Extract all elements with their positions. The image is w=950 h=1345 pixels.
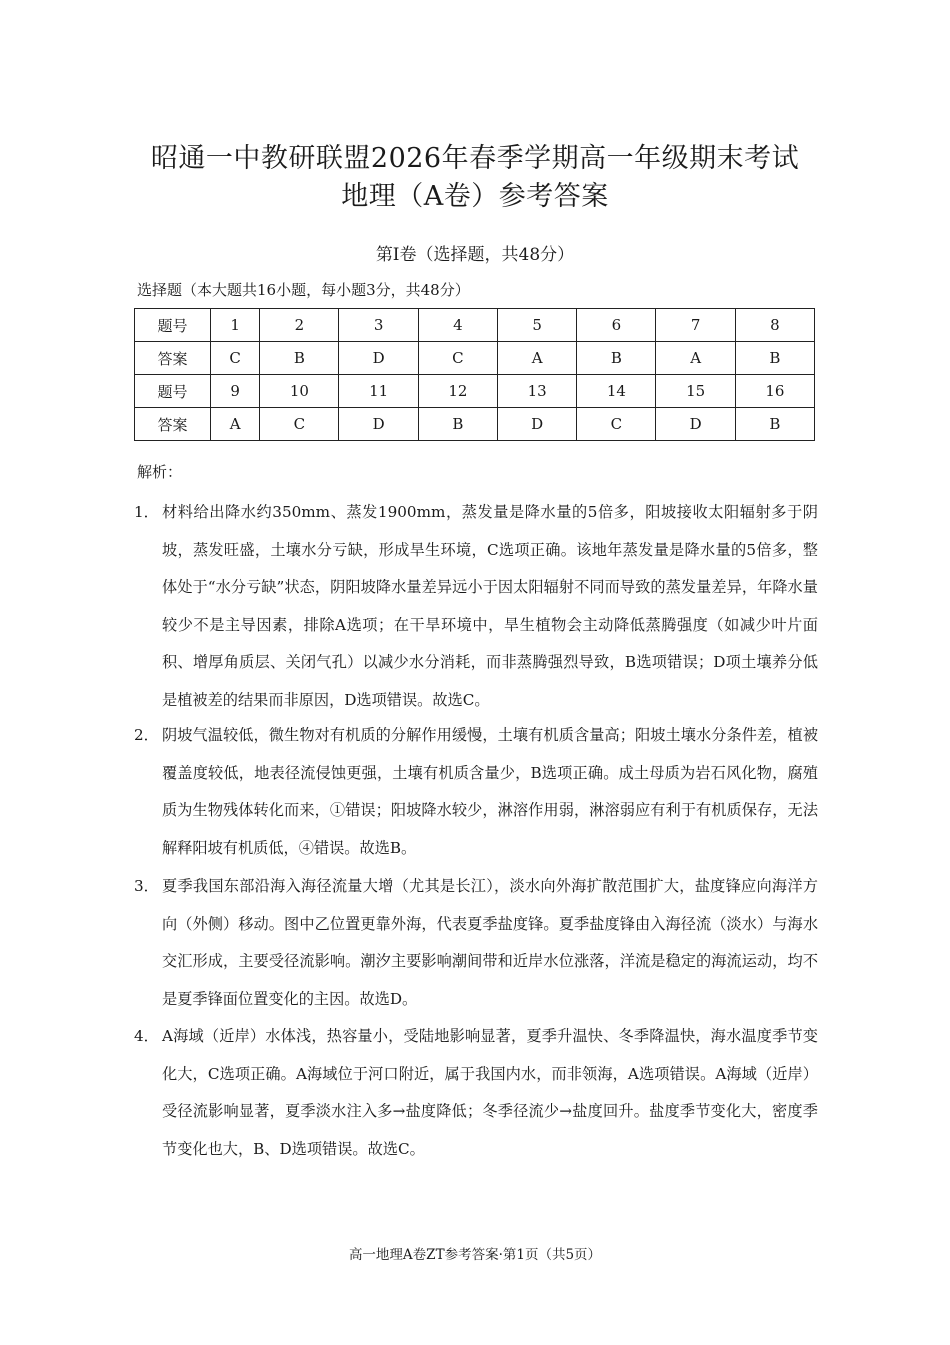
table-cell: C xyxy=(577,408,656,441)
table-cell: 10 xyxy=(260,375,339,408)
analysis-item-3 xyxy=(134,868,818,1018)
item-number: 1． xyxy=(134,503,159,521)
table-cell: C xyxy=(211,342,260,375)
table-cell: 7 xyxy=(656,309,735,342)
table-cell: 6 xyxy=(577,309,656,342)
table-cell: 8 xyxy=(735,309,814,342)
table-cell: B xyxy=(260,342,339,375)
analysis-item-2 xyxy=(134,717,818,867)
table-cell: 14 xyxy=(577,375,656,408)
table-cell: 11 xyxy=(339,375,418,408)
table-cell: B xyxy=(577,342,656,375)
item-text: 阴坡气温较低，微生物对有机质的分解作用缓慢，土壤有机质含量高；阳坡土壤水分条件差，植被覆盖度较低，地表径流侵蚀更强，土壤有机质含量少，B选项正确。成土母质为岩石风化物，腐殖质为生物残体转化而来，①错误；阳坡降水较少，淋溶作用弱，淋溶弱应有利于有机质保存，无法解释阳坡有机质低，④错误。故选B。 xyxy=(162,726,818,857)
table-cell: D xyxy=(339,408,418,441)
page-footer: 高一地理A卷ZT参考答案·第1页（共5页） xyxy=(348,1247,602,1263)
item-text: 夏季我国东部沿海入海径流量大增（尤其是长江），淡水向外海扩散范围扩大，盐度锋应向海洋方向（外侧）移动。图中乙位置更靠外海，代表夏季盐度锋。夏季盐度锋由入海径流（淡水）与海水交汇形成，主要受径流影响。潮汐主要影响潮间带和近岸水位涨落，洋流是稳定的海流运动，均不是夏季锋面位置变化的主因。故选D。 xyxy=(162,877,818,1008)
table-cell: 3 xyxy=(339,309,418,342)
table-row xyxy=(135,408,815,441)
document-title-line-1: 昭通一中教研联盟2026年春季学期高一年级期末考试 xyxy=(150,143,800,174)
table-cell: 15 xyxy=(656,375,735,408)
row-label: 题号 xyxy=(135,309,211,342)
row-label: 答案 xyxy=(135,342,211,375)
table-cell: A xyxy=(211,408,260,441)
answer-table xyxy=(134,308,815,441)
table-cell: B xyxy=(735,408,814,441)
row-label: 题号 xyxy=(135,375,211,408)
item-number: 2． xyxy=(134,726,159,744)
table-row xyxy=(135,309,815,342)
analysis-item-1 xyxy=(134,494,818,719)
item-number: 3． xyxy=(134,877,159,895)
table-cell: 9 xyxy=(211,375,260,408)
table-cell: 2 xyxy=(260,309,339,342)
document-title-line-2: 地理（A卷）参考答案 xyxy=(341,181,609,212)
table-cell: 1 xyxy=(211,309,260,342)
table-cell: 5 xyxy=(497,309,576,342)
table-cell: 12 xyxy=(418,375,497,408)
table-cell: C xyxy=(260,408,339,441)
table-cell: D xyxy=(339,342,418,375)
table-cell: D xyxy=(497,408,576,441)
table-cell: C xyxy=(418,342,497,375)
section-heading: 第Ⅰ卷（选择题，共48分） xyxy=(375,245,575,265)
analysis-label: 解析： xyxy=(137,463,183,481)
item-text: A海域（近岸）水体浅，热容量小，受陆地影响显著，夏季升温快、冬季降温快，海水温度季节变化大，C选项正确。A海域位于河口附近，属于我国内水，而非领海，A选项错误。A海域（近岸）受径流影响显著，夏季淡水注入多→盐度降低；冬季径流少→盐度回升。盐度季节变化大，密度季节变化也大，B、D选项错误。故选C。 xyxy=(162,1027,818,1158)
table-cell: 4 xyxy=(418,309,497,342)
analysis-item-4 xyxy=(134,1018,818,1168)
item-number: 4． xyxy=(134,1027,159,1045)
row-label: 答案 xyxy=(135,408,211,441)
item-text: 材料给出降水约350mm、蒸发1900mm，蒸发量是降水量的5倍多，阳坡接收太阳辐射多于阴坡，蒸发旺盛，土壤水分亏缺，形成旱生环境，C选项正确。该地年蒸发量是降水量的5倍多，整体处于“水分亏缺”状态，阴阳坡降水量差异远小于因太阳辐射不同而导致的蒸发量差异，年降水量较少不是主导因素，排除A选项；在干旱环境中，旱生植物会主动降低蒸腾强度（如减少叶片面积、增厚角质层、关闭气孔）以减少水分消耗，而非蒸腾强烈导致，B选项错误；D项土壤养分低是植被差的结果而非原因，D选项错误。故选C。 xyxy=(162,503,818,709)
table-row xyxy=(135,375,815,408)
table-cell: D xyxy=(656,408,735,441)
table-row xyxy=(135,342,815,375)
section-intro: 选择题（本大题共16小题，每小题3分，共48分） xyxy=(137,281,470,299)
table-cell: A xyxy=(656,342,735,375)
table-cell: A xyxy=(497,342,576,375)
table-cell: B xyxy=(418,408,497,441)
table-cell: 16 xyxy=(735,375,814,408)
table-cell: 13 xyxy=(497,375,576,408)
table-cell: B xyxy=(735,342,814,375)
